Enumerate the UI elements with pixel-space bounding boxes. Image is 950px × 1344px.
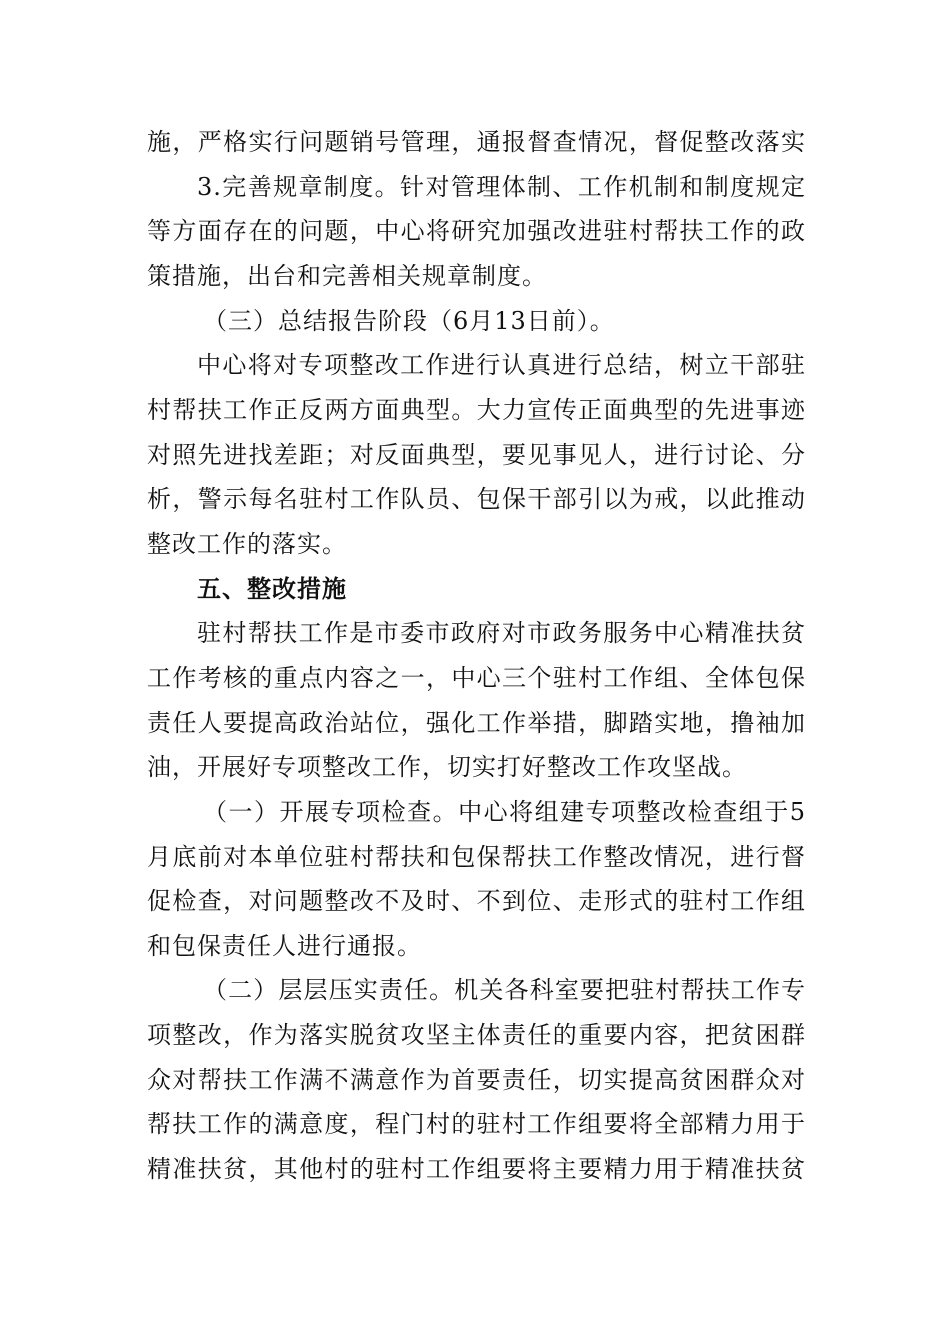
text-line: 工作考核的重点内容之一，中心三个驻村工作组、全体包保 — [147, 663, 806, 692]
text-line: 责任人要提高政治站位，强化工作举措，脚踏实地，撸袖加 — [147, 708, 806, 737]
text-line: 促检查，对问题整改不及时、不到位、走形式的驻村工作组 — [147, 887, 806, 916]
text-line: 众对帮扶工作满不满意作为首要责任，切实提高贫困群众对 — [147, 1065, 806, 1094]
text-line: （二）层层压实责任。机关各科室要把驻村帮扶工作专 — [203, 976, 806, 1005]
document-page — [147, 120, 806, 1192]
text-line: 等方面存在的问题，中心将研究加强改进驻村帮扶工作的政 — [147, 217, 806, 246]
text-line: 月底前对本单位驻村帮扶和包保帮扶工作整改情况，进行督 — [147, 842, 806, 871]
text-line: 村帮扶工作正反两方面典型。大力宣传正面典型的先进事迹 — [147, 395, 806, 424]
text-line: 和包保责任人进行通报。 — [147, 931, 422, 960]
text-line: 施，严格实行问题销号管理，通报督查情况，督促整改落实 — [147, 128, 806, 156]
text-line: 策措施，出台和完善相关规章制度。 — [147, 261, 547, 290]
section-subheading: （三）总结报告阶段（6月13日前）。 — [203, 306, 615, 335]
text-line: 驻村帮扶工作是市委市政府对市政务服务中心精准扶贫 — [197, 619, 806, 648]
section-heading: 五、整改措施 — [197, 574, 347, 603]
text-line: 3.完善规章制度。针对管理体制、工作机制和制度规定 — [197, 172, 806, 201]
text-line: 帮扶工作的满意度，程门村的驻村工作组要将全部精力用于 — [147, 1110, 806, 1139]
text-line: 整改工作的落实。 — [147, 529, 347, 558]
text-line: 项整改，作为落实脱贫攻坚主体责任的重要内容，把贫困群 — [147, 1021, 806, 1050]
text-line: 对照先进找差距；对反面典型，要见事见人，进行讨论、分 — [147, 440, 806, 469]
text-line: 油，开展好专项整改工作，切实打好整改工作攻坚战。 — [147, 753, 747, 782]
text-line: 精准扶贫，其他村的驻村工作组要将主要精力用于精准扶贫 — [147, 1155, 806, 1184]
text-line: 中心将对专项整改工作进行认真进行总结，树立干部驻 — [197, 351, 806, 380]
text-line: （一）开展专项检查。中心将组建专项整改检查组于5 — [203, 797, 806, 826]
text-line: 析，警示每名驻村工作队员、包保干部引以为戒，以此推动 — [147, 485, 806, 514]
